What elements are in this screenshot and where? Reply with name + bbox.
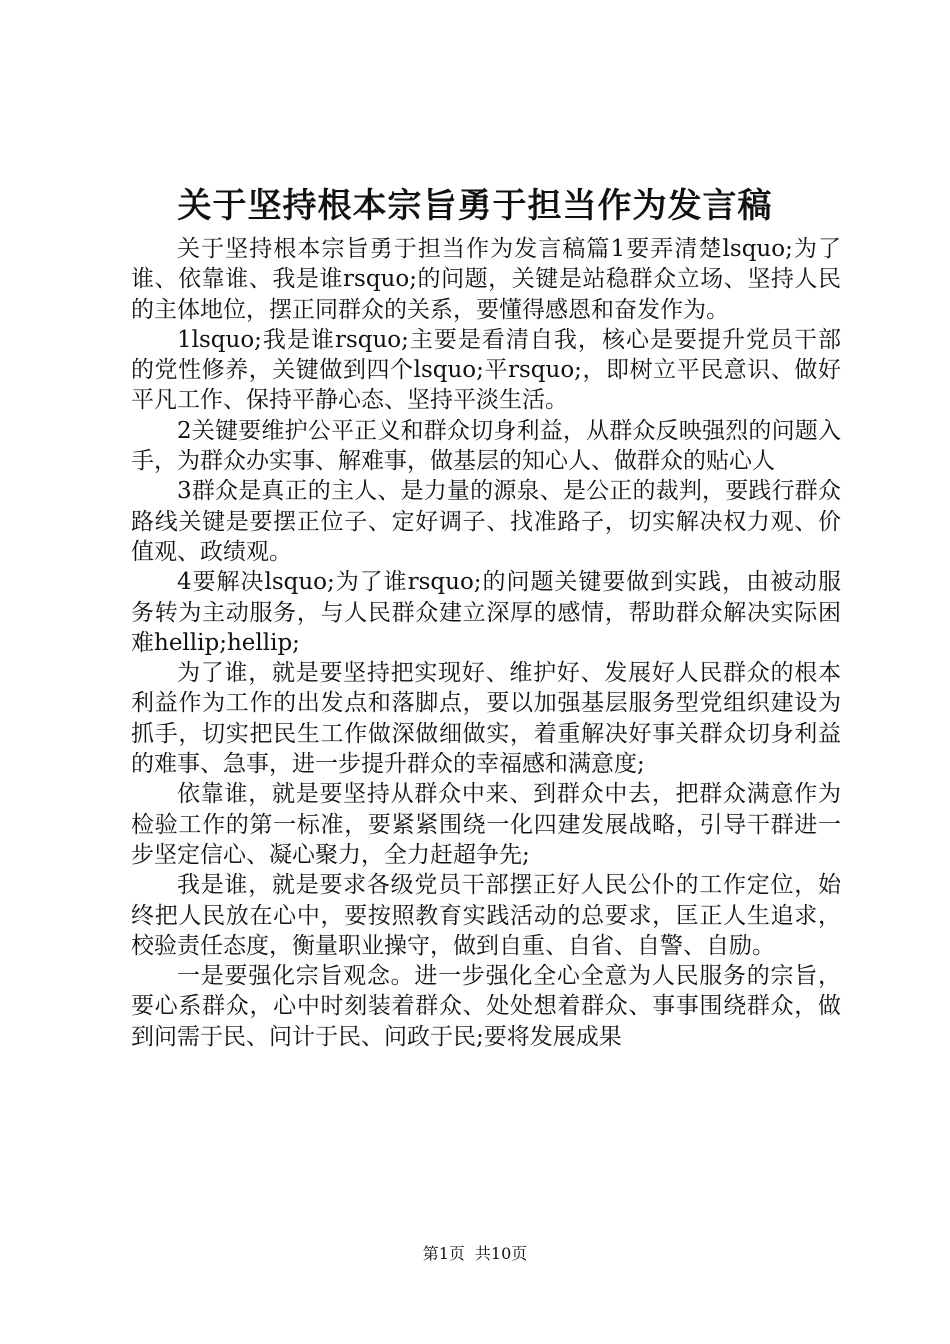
paragraph: 一是要强化宗旨观念。进一步强化全心全意为人民服务的宗旨，要心系群众，心中时刻装着群众、处处想着群众、事事围绕群众，做到问需于民、问计于民、问政于民;要将发展成果 — [131, 963, 841, 1050]
paragraph: 3群众是真正的主人、是力量的源泉、是公正的裁判，要践行群众路线关键是要摆正位子、定好调子、找准路子，切实解决权力观、价值观、政绩观。 — [131, 478, 841, 565]
paragraph: 我是谁，就是要求各级党员干部摆正好人民公仆的工作定位，始终把人民放在心中，要按照教育实践活动的总要求，匡正人生追求，校验责任态度，衡量职业操守，做到自重、自省、自警、自励。 — [131, 872, 841, 959]
paragraph: 为了谁，就是要坚持把实现好、维护好、发展好人民群众的根本利益作为工作的出发点和落脚点，要以加强基层服务型党组织建设为抓手，切实把民生工作做深做细做实，着重解决好事关群众切身利益的难事、急事，进一步提升群众的幸福感和满意度; — [131, 660, 841, 778]
page-footer — [0, 1244, 950, 1264]
document-body — [131, 234, 841, 1052]
paragraph: 1lsquo;我是谁rsquo;主要是看清自我，核心是要提升党员干部的党性修养，关键做到四个lsquo;平rsquo;，即树立平民意识、做好平凡工作、保持平静心态、坚持平淡生活。 — [131, 326, 841, 414]
paragraph: 关于坚持根本宗旨勇于担当作为发言稿篇1要弄清楚lsquo;为了谁、依靠谁、我是谁rsquo;的问题，关键是站稳群众立场、坚持人民的主体地位，摆正同群众的关系，要懂得感恩和奋发作为。 — [131, 236, 841, 323]
page-number: 第1页 — [422, 1244, 465, 1263]
page-total: 共10页 — [474, 1244, 528, 1263]
paragraph: 2关键要维护公平正义和群众切身利益，从群众反映强烈的问题入手，为群众办实事、解难事，做基层的知心人、做群众的贴心人 — [131, 417, 841, 475]
paragraph: 4要解决lsquo;为了谁rsquo;的问题关键要做到实践，由被动服务转为主动服务，与人民群众建立深厚的感情，帮助群众解决实际困难hellip;hellip; — [131, 569, 841, 656]
page-title: 关于坚持根本宗旨勇于担当作为发言稿 — [177, 186, 773, 226]
paragraph: 依靠谁，就是要坚持从群众中来、到群众中去，把群众满意作为检验工作的第一标准，要紧紧围绕一化四建发展战略，引导干群进一步坚定信心、凝心聚力，全力赶超争先; — [131, 781, 841, 868]
